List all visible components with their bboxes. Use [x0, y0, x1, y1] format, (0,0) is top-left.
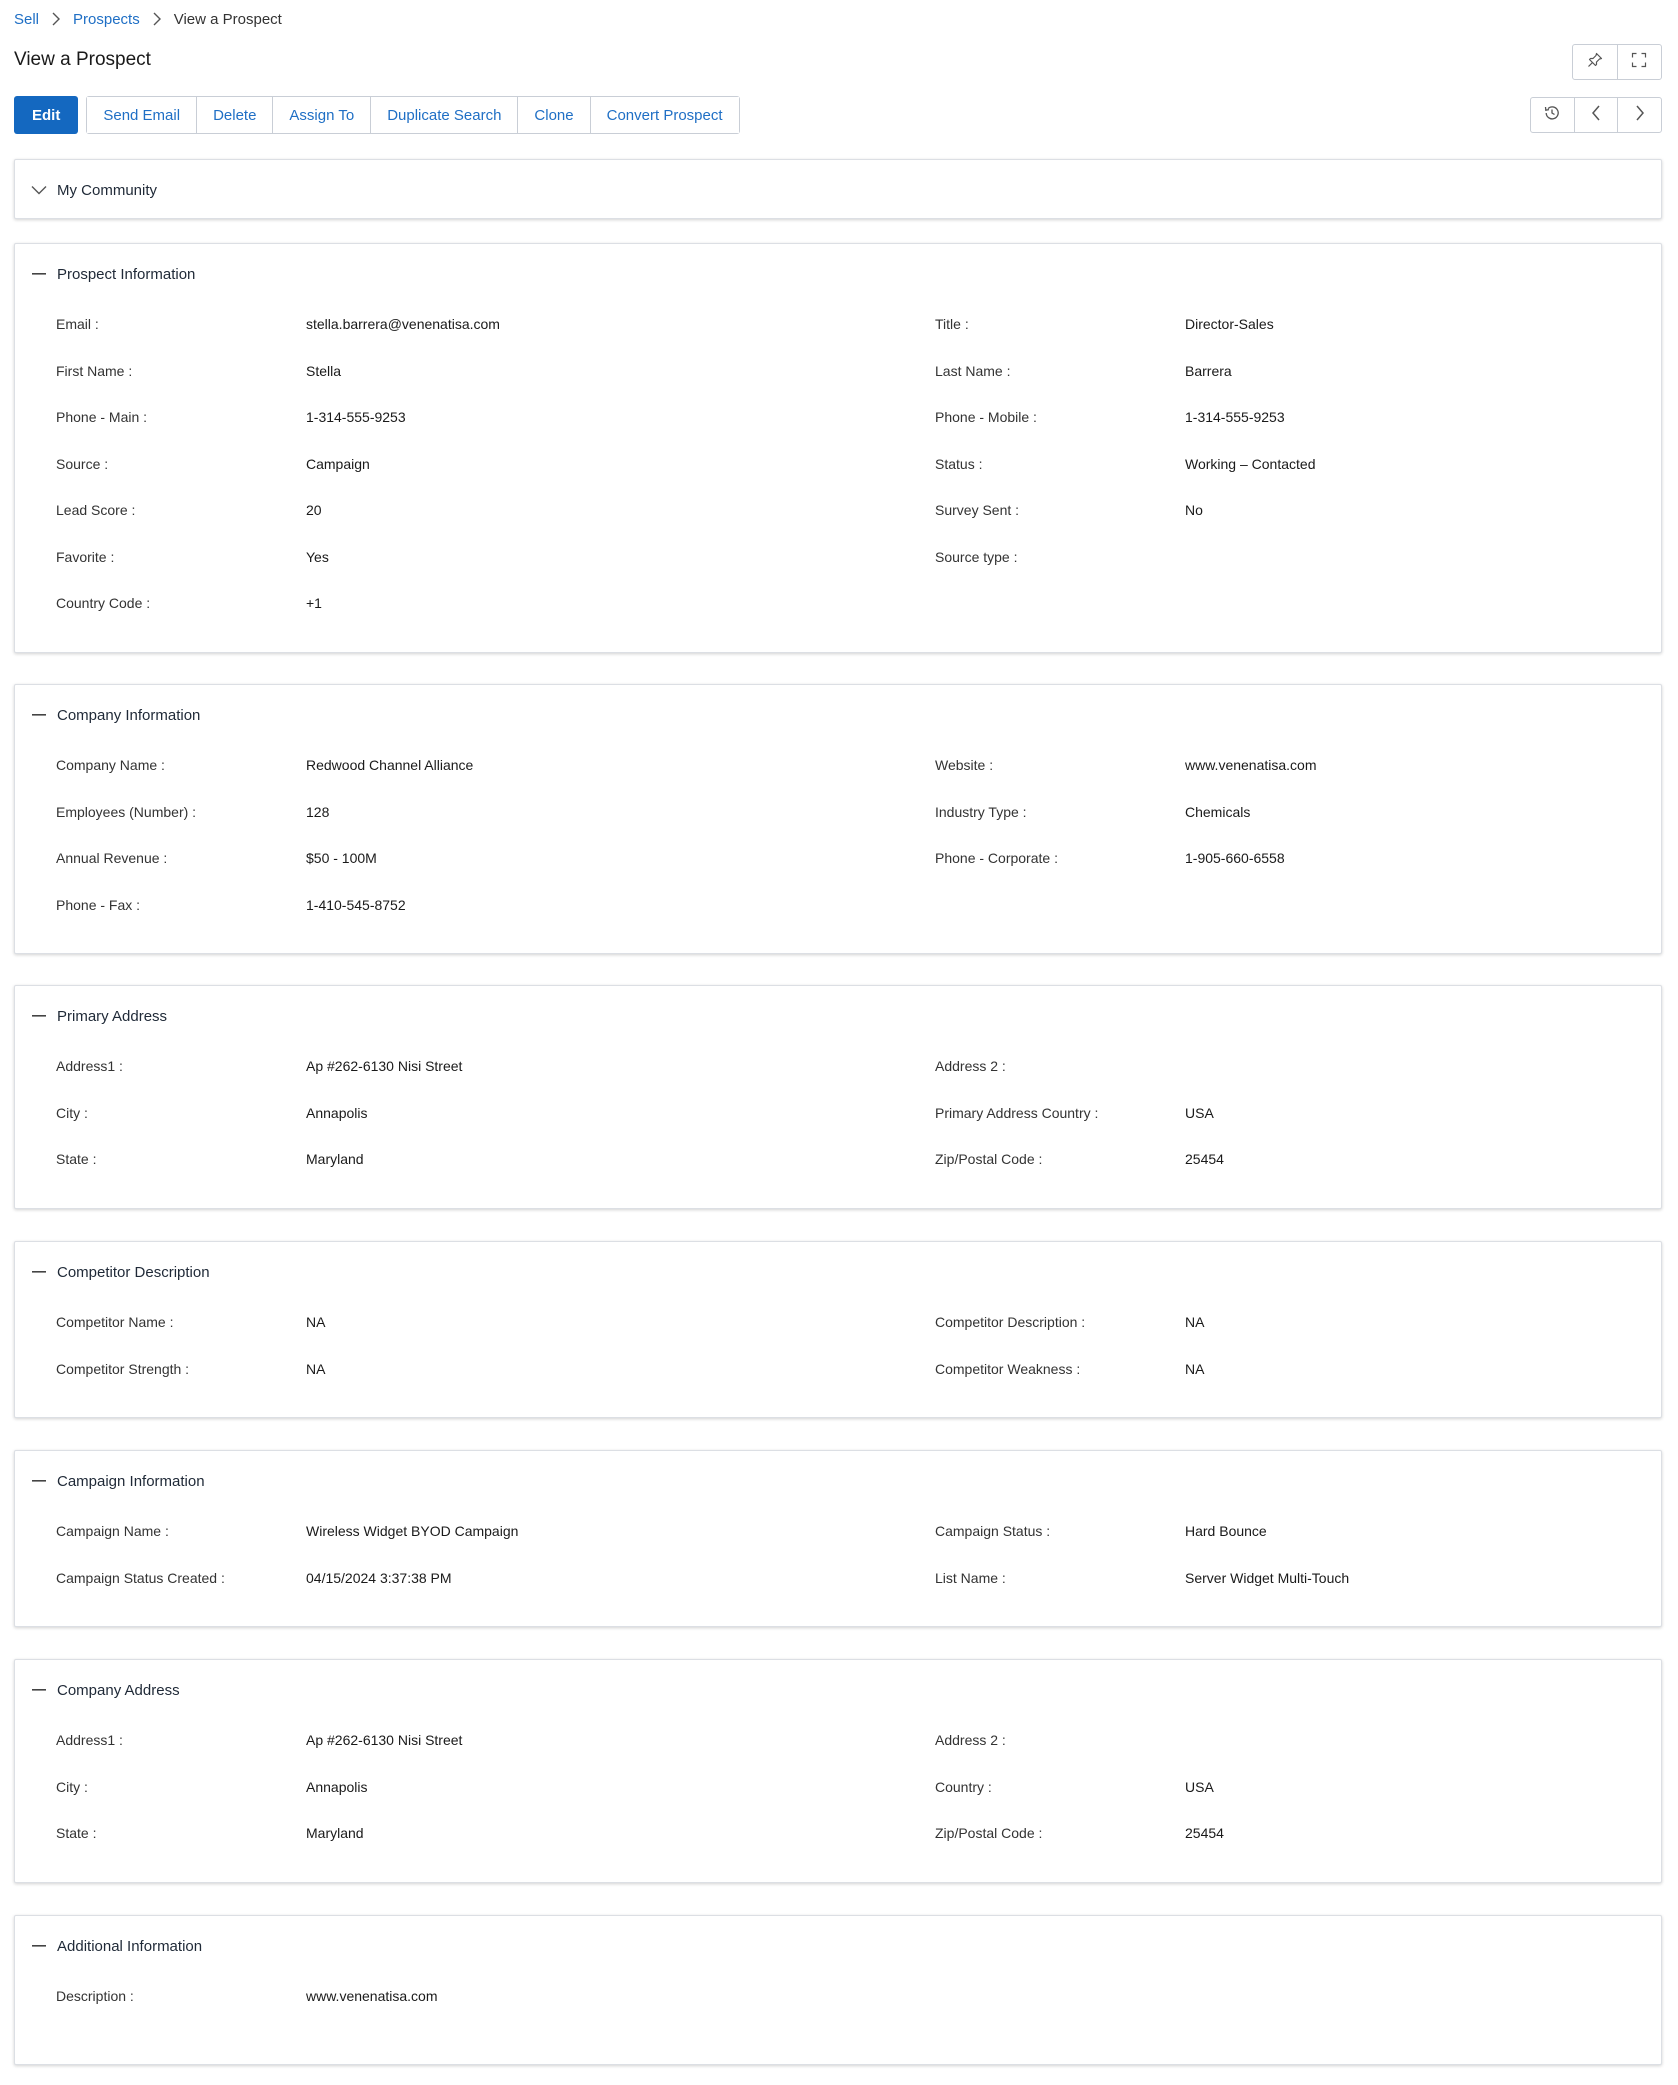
section-primary-address	[14, 985, 1662, 1209]
field-label: List Name :	[935, 1570, 1006, 1586]
field-value: www.venenatisa.com	[1185, 757, 1317, 773]
history-icon	[1543, 104, 1561, 127]
field-value: Yes	[306, 549, 329, 565]
field-value: +1	[306, 595, 322, 611]
field-value: 1-905-660-6558	[1185, 850, 1285, 866]
field-label: Source type :	[935, 549, 1018, 565]
field-label: Campaign Name :	[56, 1523, 169, 1539]
field-value: Working – Contacted	[1185, 456, 1316, 472]
field-value: Hard Bounce	[1185, 1523, 1267, 1539]
section-title: Additional Information	[57, 1937, 203, 1955]
field-value: NA	[306, 1361, 326, 1377]
field-label: Survey Sent :	[935, 502, 1020, 518]
collapse-icon	[27, 262, 51, 286]
section-title: Campaign Information	[57, 1472, 205, 1490]
field-value: $50 - 100M	[306, 850, 377, 866]
field-value: 25454	[1185, 1825, 1224, 1841]
field-value: Annapolis	[306, 1779, 368, 1795]
send-email-button[interactable]: Send Email	[87, 97, 196, 133]
collapse-icon	[27, 703, 51, 727]
breadcrumb-current: View a Prospect	[173, 10, 282, 28]
convert-prospect-button[interactable]: Convert Prospect	[590, 97, 739, 133]
utility-buttons	[1572, 44, 1662, 80]
field-value: 1-314-555-9253	[1185, 409, 1285, 425]
field-label: Competitor Strength :	[56, 1361, 190, 1377]
field-label: Campaign Status :	[935, 1523, 1051, 1539]
section-header[interactable]	[15, 1916, 1661, 1976]
section-header[interactable]	[15, 244, 1661, 304]
field-label: Company Name :	[56, 757, 165, 773]
chevron-left-icon	[1590, 104, 1602, 127]
field-label: Address1 :	[56, 1732, 123, 1748]
section-header[interactable]	[15, 685, 1661, 745]
pin-icon	[1587, 52, 1603, 73]
fullscreen-button[interactable]	[1617, 45, 1662, 79]
field-value: Maryland	[306, 1151, 364, 1167]
field-label: Favorite :	[56, 549, 115, 565]
record-navigation	[1530, 97, 1662, 133]
field-label: Annual Revenue :	[56, 850, 168, 866]
collapse-icon	[27, 1004, 51, 1028]
next-record-button[interactable]	[1617, 98, 1661, 132]
field-label: City :	[56, 1105, 88, 1121]
field-value: 20	[306, 502, 322, 518]
section-header[interactable]	[15, 160, 1661, 220]
field-label: Zip/Postal Code :	[935, 1151, 1043, 1167]
field-label: Address1 :	[56, 1058, 123, 1074]
field-label: Lead Score :	[56, 502, 136, 518]
previous-record-button[interactable]	[1574, 98, 1618, 132]
section-campaign-information	[14, 1450, 1662, 1627]
field-value: Redwood Channel Alliance	[306, 757, 474, 773]
field-value: Maryland	[306, 1825, 364, 1841]
chevron-right-icon	[140, 8, 174, 30]
field-value: 1-314-555-9253	[306, 409, 406, 425]
action-button-group	[86, 96, 739, 134]
section-company-address	[14, 1659, 1662, 1883]
field-label: Status :	[935, 456, 983, 472]
section-title: My Community	[57, 181, 158, 199]
action-toolbar	[14, 96, 740, 134]
section-title: Primary Address	[57, 1007, 168, 1025]
field-label: Description :	[56, 1988, 134, 2004]
field-label: First Name :	[56, 363, 133, 379]
collapse-icon	[27, 1469, 51, 1493]
collapse-icon	[27, 1678, 51, 1702]
chevron-right-icon	[1634, 104, 1646, 127]
field-value: No	[1185, 502, 1203, 518]
delete-button[interactable]: Delete	[196, 97, 272, 133]
fullscreen-icon	[1631, 52, 1647, 73]
field-value: Barrera	[1185, 363, 1232, 379]
field-value: USA	[1185, 1105, 1214, 1121]
field-label: Campaign Status Created :	[56, 1570, 225, 1586]
breadcrumb	[14, 8, 282, 30]
field-label: City :	[56, 1779, 88, 1795]
section-title: Competitor Description	[57, 1263, 210, 1281]
field-label: Competitor Weakness :	[935, 1361, 1081, 1377]
field-label: Industry Type :	[935, 804, 1027, 820]
field-label: Zip/Postal Code :	[935, 1825, 1043, 1841]
field-label: Title :	[935, 316, 969, 332]
field-value: Server Widget Multi-Touch	[1185, 1570, 1350, 1586]
section-title: Company Address	[57, 1681, 180, 1699]
duplicate-search-button[interactable]: Duplicate Search	[370, 97, 517, 133]
field-value: 04/15/2024 3:37:38 PM	[306, 1570, 452, 1586]
field-label: Phone - Mobile :	[935, 409, 1037, 425]
field-label: Website :	[935, 757, 994, 773]
section-title: Company Information	[57, 706, 201, 724]
clone-button[interactable]: Clone	[517, 97, 589, 133]
history-button[interactable]	[1531, 98, 1574, 132]
field-value: NA	[1185, 1361, 1205, 1377]
section-header[interactable]	[15, 1242, 1661, 1302]
section-header[interactable]	[15, 986, 1661, 1046]
chevron-right-icon	[39, 8, 73, 30]
field-label: Primary Address Country :	[935, 1105, 1099, 1121]
field-value: Ap #262-6130 Nisi Street	[306, 1732, 463, 1748]
field-label: Email :	[56, 316, 99, 332]
field-value: Ap #262-6130 Nisi Street	[306, 1058, 463, 1074]
edit-button[interactable]: Edit	[14, 96, 78, 134]
breadcrumb-sell[interactable]: Sell	[14, 10, 40, 28]
section-title: Prospect Information	[57, 265, 196, 283]
section-company-information	[14, 684, 1662, 954]
field-label: Phone - Fax :	[56, 897, 141, 913]
field-value: Wireless Widget BYOD Campaign	[306, 1523, 519, 1539]
field-label: Last Name :	[935, 363, 1011, 379]
section-header[interactable]	[15, 1660, 1661, 1720]
section-competitor-description	[14, 1241, 1662, 1418]
page-title: View a Prospect	[14, 49, 151, 70]
field-label: Competitor Description :	[935, 1314, 1086, 1330]
field-value: Chemicals	[1185, 804, 1251, 820]
field-label: State :	[56, 1825, 97, 1841]
field-value: Stella	[306, 363, 342, 379]
field-label: Address 2 :	[935, 1058, 1006, 1074]
field-value: Annapolis	[306, 1105, 368, 1121]
field-label: Country Code :	[56, 595, 151, 611]
collapse-icon	[27, 1260, 51, 1284]
field-value: 128	[306, 804, 330, 820]
field-value: Campaign	[306, 456, 370, 472]
section-prospect-information	[14, 243, 1662, 653]
field-label: Phone - Main :	[56, 409, 148, 425]
collapse-icon	[27, 1934, 51, 1958]
field-label: Competitor Name :	[56, 1314, 174, 1330]
field-label: Source :	[56, 456, 109, 472]
pin-button[interactable]	[1573, 45, 1617, 79]
field-value: stella.barrera@venenatisa.com	[306, 316, 500, 332]
field-value: NA	[1185, 1314, 1205, 1330]
field-label: Address 2 :	[935, 1732, 1006, 1748]
field-value: NA	[306, 1314, 326, 1330]
field-value: USA	[1185, 1779, 1214, 1795]
section-header[interactable]	[15, 1451, 1661, 1511]
field-label: Employees (Number) :	[56, 804, 197, 820]
chevron-down-icon	[27, 178, 51, 202]
breadcrumb-prospects[interactable]: Prospects	[73, 10, 140, 28]
field-value: 25454	[1185, 1151, 1224, 1167]
assign-to-button[interactable]: Assign To	[272, 97, 370, 133]
field-value: Director-Sales	[1185, 316, 1274, 332]
field-label: Country :	[935, 1779, 992, 1795]
field-label: Phone - Corporate :	[935, 850, 1058, 866]
field-label: State :	[56, 1151, 97, 1167]
section-my-community	[14, 159, 1662, 219]
field-value: 1-410-545-8752	[306, 897, 406, 913]
section-additional-information	[14, 1915, 1662, 2065]
field-value: www.venenatisa.com	[306, 1988, 438, 2004]
